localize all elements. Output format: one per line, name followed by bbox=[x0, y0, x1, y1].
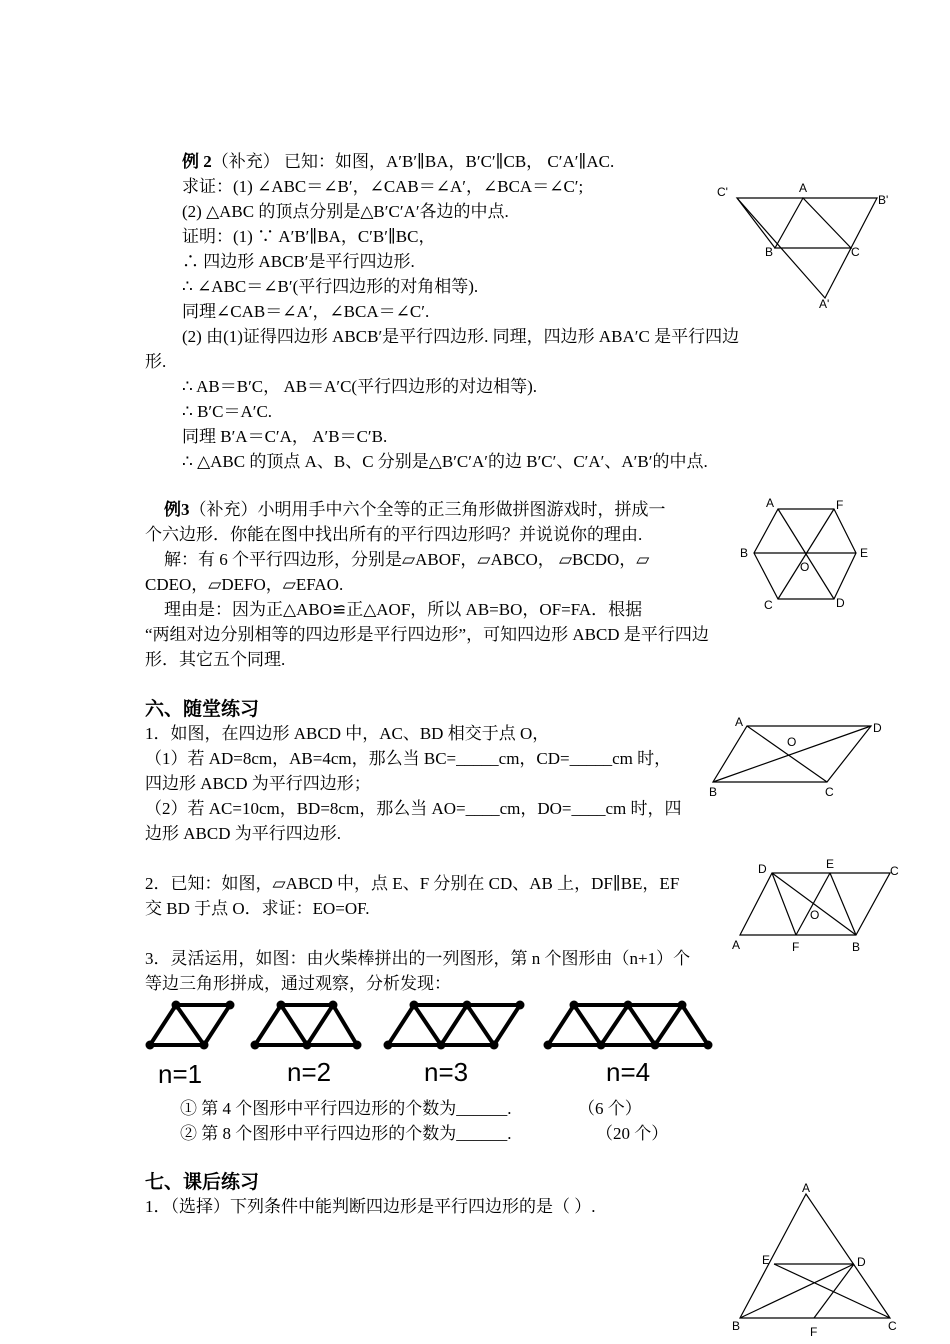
example3-hexagon-figure bbox=[738, 495, 878, 615]
section7-figure bbox=[730, 1180, 910, 1340]
label-c-prime: C' bbox=[717, 185, 728, 199]
section6-q1-figure bbox=[705, 712, 895, 802]
section6-q3-item-1 bbox=[180, 1097, 512, 1121]
section6-q1-line: （1）若 AD=8cm，AB=4cm，那么当 BC=_____cm，CD=_____cm 时， bbox=[145, 749, 672, 768]
example2-line: 同理 B′A＝C′A， A′B＝C′B. bbox=[182, 427, 388, 446]
section6-q1-line: 边形 ABCD 为平行四边形. bbox=[145, 824, 341, 843]
example2-title: 例 2 bbox=[182, 152, 212, 171]
example2-line: 形. bbox=[145, 352, 167, 371]
label-d: D bbox=[758, 862, 767, 876]
example3-title-line bbox=[164, 498, 666, 522]
section6-q2-line: 2．已知：如图，▱ABCD 中，点 E、F 分别在 CD、AB 上，DF∥BE，EF bbox=[145, 874, 680, 893]
label-a: A bbox=[802, 1181, 811, 1195]
section6-q1-line: （2）若 AC=10cm，BD=8cm，那么当 AO=____cm，DO=____cm 时，四 bbox=[145, 799, 682, 818]
example3-line: 解：有 6 个平行四边形，分别是▱ABOF，▱ABCO， ▱BCDO，▱ bbox=[164, 550, 650, 569]
caption-n3: n=3 bbox=[424, 1057, 469, 1087]
matchstick-figure-n2 bbox=[245, 995, 375, 1090]
example2-line: 求证：(1) ∠ABC＝∠B′，∠CAB＝∠A′，∠BCA＝∠C′; bbox=[182, 177, 584, 196]
section6-q2-line: 交 BD 于点 O．求证：EO=OF. bbox=[145, 899, 370, 918]
section6-q3-line: 3．灵活运用，如图：由火柴棒拼出的一列图形，第 n 个图形由（n+1）个 bbox=[145, 949, 691, 968]
q3-item-text: ② 第 8 个图形中平行四边形的个数为______. bbox=[180, 1124, 512, 1143]
example2-line: ∴ △ABC 的顶点 A、B、C 分别是△B′C′A′的边 B′C′、C′A′、A′B′的中点. bbox=[182, 452, 708, 471]
section6-q3-answer-1: （6 个） bbox=[578, 1099, 642, 1118]
label-c: C bbox=[888, 1319, 897, 1333]
example3-title: 例3 bbox=[164, 500, 190, 519]
example2-line: (2) △ABC 的顶点分别是△B′C′A′各边的中点. bbox=[182, 202, 509, 221]
example3-intro: （补充）小明用手中六个全等的正三角形做拼图游戏时，拼成一 bbox=[189, 500, 666, 519]
label-o: O bbox=[787, 735, 797, 749]
label-b: B bbox=[740, 546, 749, 560]
label-c: C bbox=[764, 598, 773, 612]
label-c: C bbox=[851, 245, 860, 259]
example2-figure bbox=[715, 180, 895, 315]
example2-line: 证明：(1) ∵ A′B′∥BA，C′B′∥BC， bbox=[182, 227, 436, 246]
label-f: F bbox=[810, 1325, 818, 1339]
matchstick-figure-n1 bbox=[140, 995, 250, 1090]
example3-line: “两组对边分别相等的四边形是平行四边形”，可知四边形 ABCD 是平行四边 bbox=[145, 625, 709, 644]
label-a: A bbox=[735, 715, 744, 729]
section6-heading: 六、随堂练习 bbox=[145, 699, 260, 720]
label-c: C bbox=[825, 785, 834, 799]
label-c: C bbox=[890, 864, 899, 878]
section6-q3-line: 等边三角形拼成，通过观察，分析发现： bbox=[145, 974, 451, 993]
section6-q2-figure bbox=[728, 855, 908, 960]
label-e: E bbox=[860, 546, 869, 560]
label-b-prime: B' bbox=[878, 193, 889, 207]
caption-n1: n=1 bbox=[158, 1059, 203, 1089]
example3-line: 个六边形．你能在图中找出所有的平行四边形吗？并说说你的理由. bbox=[145, 525, 643, 544]
example2-line: (2) 由(1)证得四边形 ABCB′是平行四边形. 同理，四边形 ABA′C 是平行四边 bbox=[182, 327, 740, 346]
label-b: B bbox=[765, 245, 774, 259]
label-a: A bbox=[799, 181, 808, 195]
example2-line: ∴ ∠ABC＝∠B′(平行四边形的对角相等). bbox=[182, 277, 479, 296]
example2-line: ∴ AB＝B′C， AB＝A′C(平行四边形的对边相等). bbox=[182, 377, 537, 396]
section6-q1-line: 四边形 ABCD 为平行四边形； bbox=[145, 774, 371, 793]
section6-q3-answer-2: （20 个） bbox=[596, 1124, 669, 1143]
section7-q1: 1．（选择）下列条件中能判断四边形是平行四边形的是（ ）. bbox=[145, 1197, 596, 1216]
caption-n4: n=4 bbox=[606, 1057, 651, 1087]
section7-heading: 七、课后练习 bbox=[145, 1172, 260, 1193]
label-d: D bbox=[873, 721, 882, 735]
example2-line: 同理∠CAB＝∠A′，∠BCA＝∠C′. bbox=[182, 302, 430, 321]
example2-line: ∴ B′C＝A′C. bbox=[182, 402, 273, 421]
example3-line: 理由是：因为正△ABO≌正△AOF，所以 AB=BO，OF=FA．根据 bbox=[164, 600, 643, 619]
label-e: E bbox=[762, 1253, 771, 1267]
section6-q1-line: 1．如图，在四边形 ABCD 中，AC、BD 相交于点 O， bbox=[145, 724, 550, 743]
example2-title-line bbox=[182, 150, 614, 174]
section6-q3-item-2 bbox=[180, 1122, 512, 1146]
example3-line: 形．其它五个同理. bbox=[145, 650, 286, 669]
example2-line: ∴ 四边形 ABCB′是平行四边形. bbox=[182, 252, 415, 271]
label-a-prime: A' bbox=[819, 297, 830, 311]
example3-line: CDEO，▱DEFO，▱EFAO. bbox=[145, 575, 344, 594]
example2-given: （补充） 已知：如图，A′B′∥BA，B′C′∥CB， C′A′∥AC. bbox=[211, 152, 615, 171]
label-b: B bbox=[709, 785, 718, 799]
label-d: D bbox=[857, 1255, 866, 1269]
caption-n2: n=2 bbox=[287, 1057, 332, 1087]
label-a: A bbox=[732, 938, 741, 952]
label-d: D bbox=[836, 596, 845, 610]
q3-item-text: ① 第 4 个图形中平行四边形的个数为______. bbox=[180, 1099, 512, 1118]
label-o: O bbox=[810, 908, 820, 922]
label-b: B bbox=[732, 1319, 741, 1333]
label-f: F bbox=[792, 940, 800, 954]
label-f: F bbox=[836, 498, 844, 512]
label-e: E bbox=[826, 857, 835, 871]
label-o: O bbox=[800, 560, 810, 574]
label-a: A bbox=[766, 496, 775, 510]
matchstick-figure-n3 bbox=[378, 995, 538, 1090]
label-b: B bbox=[852, 940, 861, 954]
matchstick-figure-n4 bbox=[540, 995, 720, 1090]
